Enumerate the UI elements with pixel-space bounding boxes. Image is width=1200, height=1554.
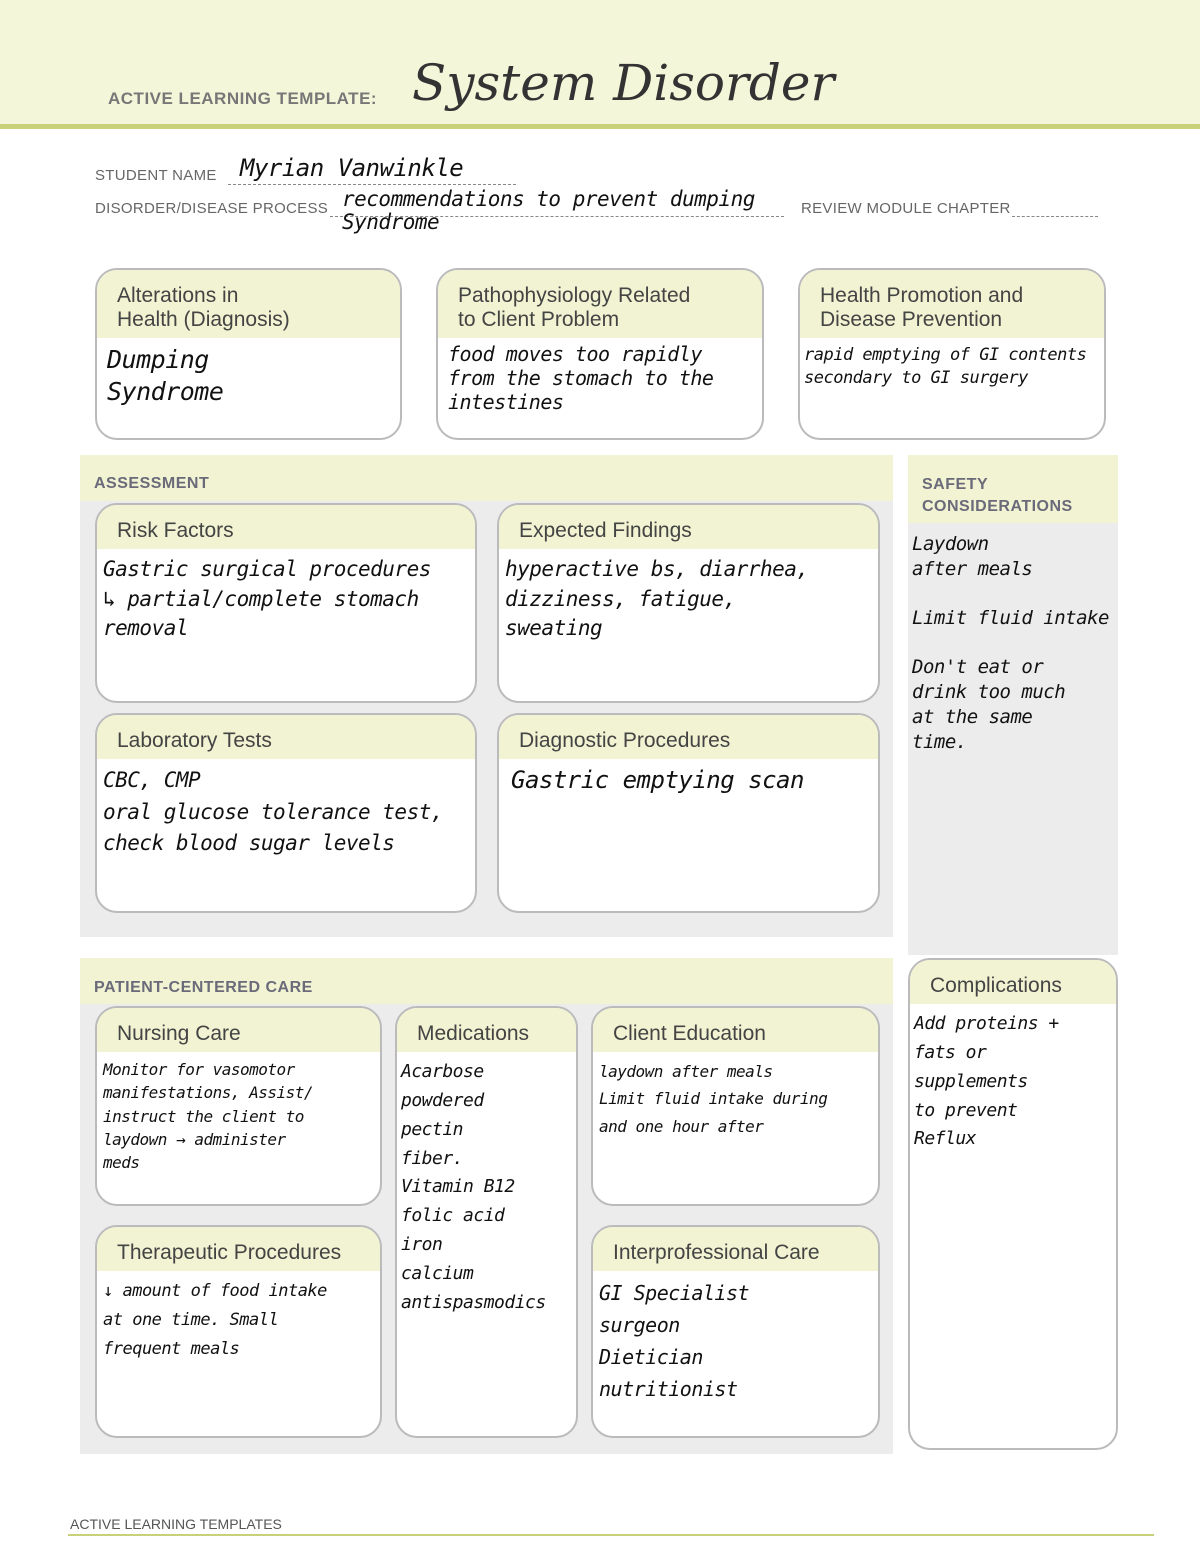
- medications-box: [395, 1006, 578, 1438]
- expected-findings-box: [497, 503, 880, 703]
- alterations-text[interactable]: Dumping Syndrome: [107, 345, 224, 406]
- medications-text[interactable]: Acarbose powdered pectin fiber. Vitamin B12 folic acid iron calcium antispasmodics: [401, 1061, 546, 1313]
- client-education-text[interactable]: laydown after meals Limit fluid intake during and one hour after: [599, 1062, 828, 1136]
- complications-text[interactable]: Add proteins + fats or supplements to prevent Reflux: [914, 1013, 1059, 1150]
- diagnostic-procedures-box: [497, 713, 880, 913]
- client-education-title: Client Education: [593, 1008, 878, 1052]
- diagnostic-procedures-text[interactable]: Gastric emptying scan: [511, 766, 804, 795]
- pathophysiology-text[interactable]: food moves too rapidly from the stomach to the intestines: [448, 342, 714, 415]
- nursing-care-box: [95, 1006, 382, 1206]
- page-title: System Disorder: [412, 54, 835, 112]
- interprofessional-care-box: [591, 1225, 880, 1438]
- nursing-care-title: Nursing Care: [97, 1008, 380, 1052]
- safety-title: SAFETY CONSIDERATIONS: [922, 476, 1073, 516]
- medications-title: Medications: [397, 1008, 576, 1052]
- disorder-value[interactable]: recommendations to prevent dumping Syndrome: [342, 187, 755, 235]
- interprofessional-care-text[interactable]: GI Specialist surgeon Dietician nutritionist: [599, 1281, 750, 1402]
- footer-rule: [68, 1534, 1154, 1536]
- student-name-label: STUDENT NAME: [95, 167, 217, 184]
- template-label: ACTIVE LEARNING TEMPLATE:: [108, 89, 378, 108]
- alterations-title: Alterations in Health (Diagnosis): [97, 270, 400, 338]
- complications-title: Complications: [910, 960, 1116, 1004]
- student-name-value[interactable]: Myrian Vanwinkle: [240, 154, 464, 182]
- patient-care-title: PATIENT-CENTERED CARE: [94, 979, 313, 996]
- nursing-care-text[interactable]: Monitor for vasomotor manifestations, Assist/ instruct the client to laydown → administer meds: [103, 1060, 314, 1172]
- safety-text[interactable]: Laydown after meals Limit fluid intake Don't eat or drink too much at the same time.: [912, 533, 1109, 753]
- assessment-title: ASSESSMENT: [94, 475, 210, 492]
- therapeutic-procedures-box: [95, 1225, 382, 1438]
- disorder-label: DISORDER/DISEASE PROCESS: [95, 200, 329, 217]
- laboratory-tests-text[interactable]: CBC, CMP oral glucose tolerance test, check blood sugar levels: [103, 768, 444, 856]
- pathophysiology-title: Pathophysiology Related to Client Problem: [438, 270, 762, 338]
- diagnostic-procedures-title: Diagnostic Procedures: [499, 715, 878, 759]
- review-module-line[interactable]: [1012, 216, 1098, 217]
- student-name-line: [228, 184, 516, 185]
- footer-text: ACTIVE LEARNING TEMPLATES: [70, 1516, 282, 1532]
- client-education-box: [591, 1006, 880, 1206]
- pathophysiology-box: [436, 268, 764, 440]
- health-promotion-text[interactable]: rapid emptying of GI contents secondary to GI surgery: [804, 345, 1087, 389]
- expected-findings-title: Expected Findings: [499, 505, 878, 549]
- complications-box: [908, 958, 1118, 1450]
- therapeutic-procedures-text[interactable]: ↓ amount of food intake at one time. Small frequent meals: [103, 1281, 327, 1359]
- expected-findings-text[interactable]: hyperactive bs, diarrhea, dizziness, fatigue, sweating: [505, 557, 809, 640]
- risk-factors-box: [95, 503, 477, 703]
- therapeutic-procedures-title: Therapeutic Procedures: [97, 1227, 380, 1271]
- risk-factors-title: Risk Factors: [97, 505, 475, 549]
- header-rule: [0, 124, 1200, 129]
- review-module-label: REVIEW MODULE CHAPTER: [801, 200, 1011, 217]
- interprofessional-care-title: Interprofessional Care: [593, 1227, 878, 1271]
- laboratory-tests-title: Laboratory Tests: [97, 715, 475, 759]
- laboratory-tests-box: [95, 713, 477, 913]
- health-promotion-box: [798, 268, 1106, 440]
- alterations-box: [95, 268, 402, 440]
- health-promotion-title: Health Promotion and Disease Prevention: [800, 270, 1104, 338]
- risk-factors-text[interactable]: Gastric surgical procedures ↳ partial/complete stomach removal: [103, 557, 431, 640]
